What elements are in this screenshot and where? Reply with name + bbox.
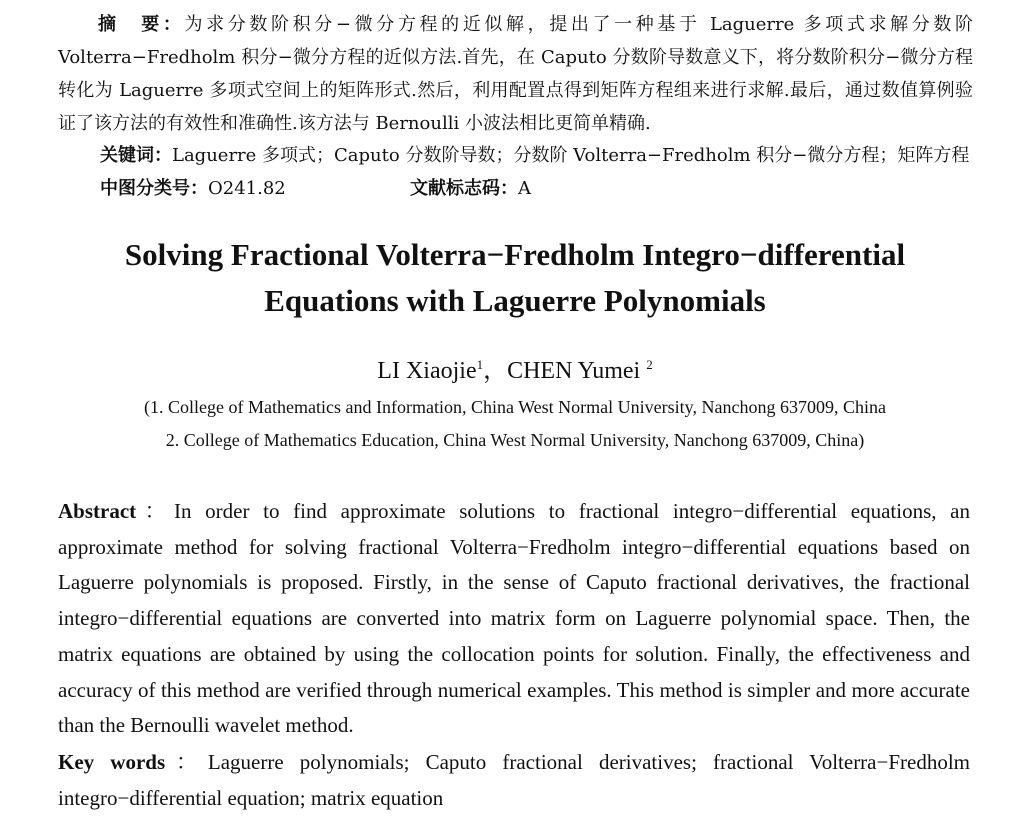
cn-classification-line [100, 172, 980, 205]
paper-title-line-1: Solving Fractional Volterra−Fredholm Integro−differential [124, 237, 906, 272]
cn-class-value: O241.82 [208, 178, 286, 199]
author-1-affiliation-mark: 1 [476, 357, 484, 372]
cn-abstract-paragraph [58, 8, 973, 140]
cn-keywords-label: 关键词： [100, 145, 172, 166]
en-keywords-colon: ： [165, 750, 208, 774]
author-2-affiliation-mark: 2 [646, 357, 653, 372]
en-abstract-paragraph [58, 494, 970, 744]
affiliation-1: (1. College of Mathematics and Information, China West Normal University, Nanchong 637009, China [144, 397, 886, 417]
paper-title [60, 232, 970, 324]
author-line [60, 350, 970, 386]
cn-keywords-text: Laguerre 多项式；Caputo 分数阶导数；分数阶 Volterra−Fredholm 积分−微分方程；矩阵方程 [172, 145, 970, 166]
paper-title-line-2: Equations with Laguerre Polynomials [264, 283, 766, 318]
en-abstract-label: Abstract [58, 499, 137, 523]
en-abstract-text: In order to find approximate solutions to fractional integro−differential equations, an approximate method for solving fractional Volterra−Fredholm integro−differential equations based on Laguerre polynomials is proposed. Firstly, in the sense of Caputo fractional derivatives, the fractional integro−differential equations are converted into matrix form on Laguerre polynomial space. Then, the matrix equations are obtained by using the collocation points for solution. Finally, the effectiveness and accuracy of this method are verified through numerical examples. This method is simpler and more accurate than the Bernoulli wavelet method. [58, 499, 971, 738]
cn-class-label: 中图分类号： [100, 178, 208, 199]
en-keywords-paragraph [58, 745, 970, 816]
author-1-name: LI Xiaojie [377, 358, 477, 384]
affiliation-2: 2. College of Mathematics Education, China West Normal University, Nanchong 637009, China) [165, 430, 865, 450]
cn-docid-label: 文献标志码： [410, 178, 518, 199]
cn-abstract-label: 摘 要： [98, 14, 185, 35]
en-keywords-text: Laguerre polynomials; Caputo fractional derivatives; fractional Volterra−Fredholm integro−differential equation; matrix equation [58, 750, 971, 810]
cn-docid [410, 172, 531, 205]
author-separator: ， [483, 358, 508, 384]
cn-abstract-text: 为求分数阶积分−微分方程的近似解，提出了一种基于 Laguerre 多项式求解分数阶 Volterra−Fredholm 积分−微分方程的近似方法.首先，在 Caputo 分数阶导数意义下，将分数阶积分−微分方程转化为 Laguerre 多项式空间上的矩阵形式.然后，利用配置点得到矩阵方程组来进行求解.最后，通过数值算例验证了该方法的有效性和准确性.该方法与 Bernoulli 小波法相比更简单精确. [58, 14, 974, 134]
author-2-name: CHEN Yumei [507, 358, 641, 384]
cn-keywords-line [100, 139, 980, 172]
en-abstract-colon: ： [136, 499, 174, 523]
en-keywords-label: Key words [58, 750, 166, 774]
cn-docid-value: A [518, 178, 531, 199]
